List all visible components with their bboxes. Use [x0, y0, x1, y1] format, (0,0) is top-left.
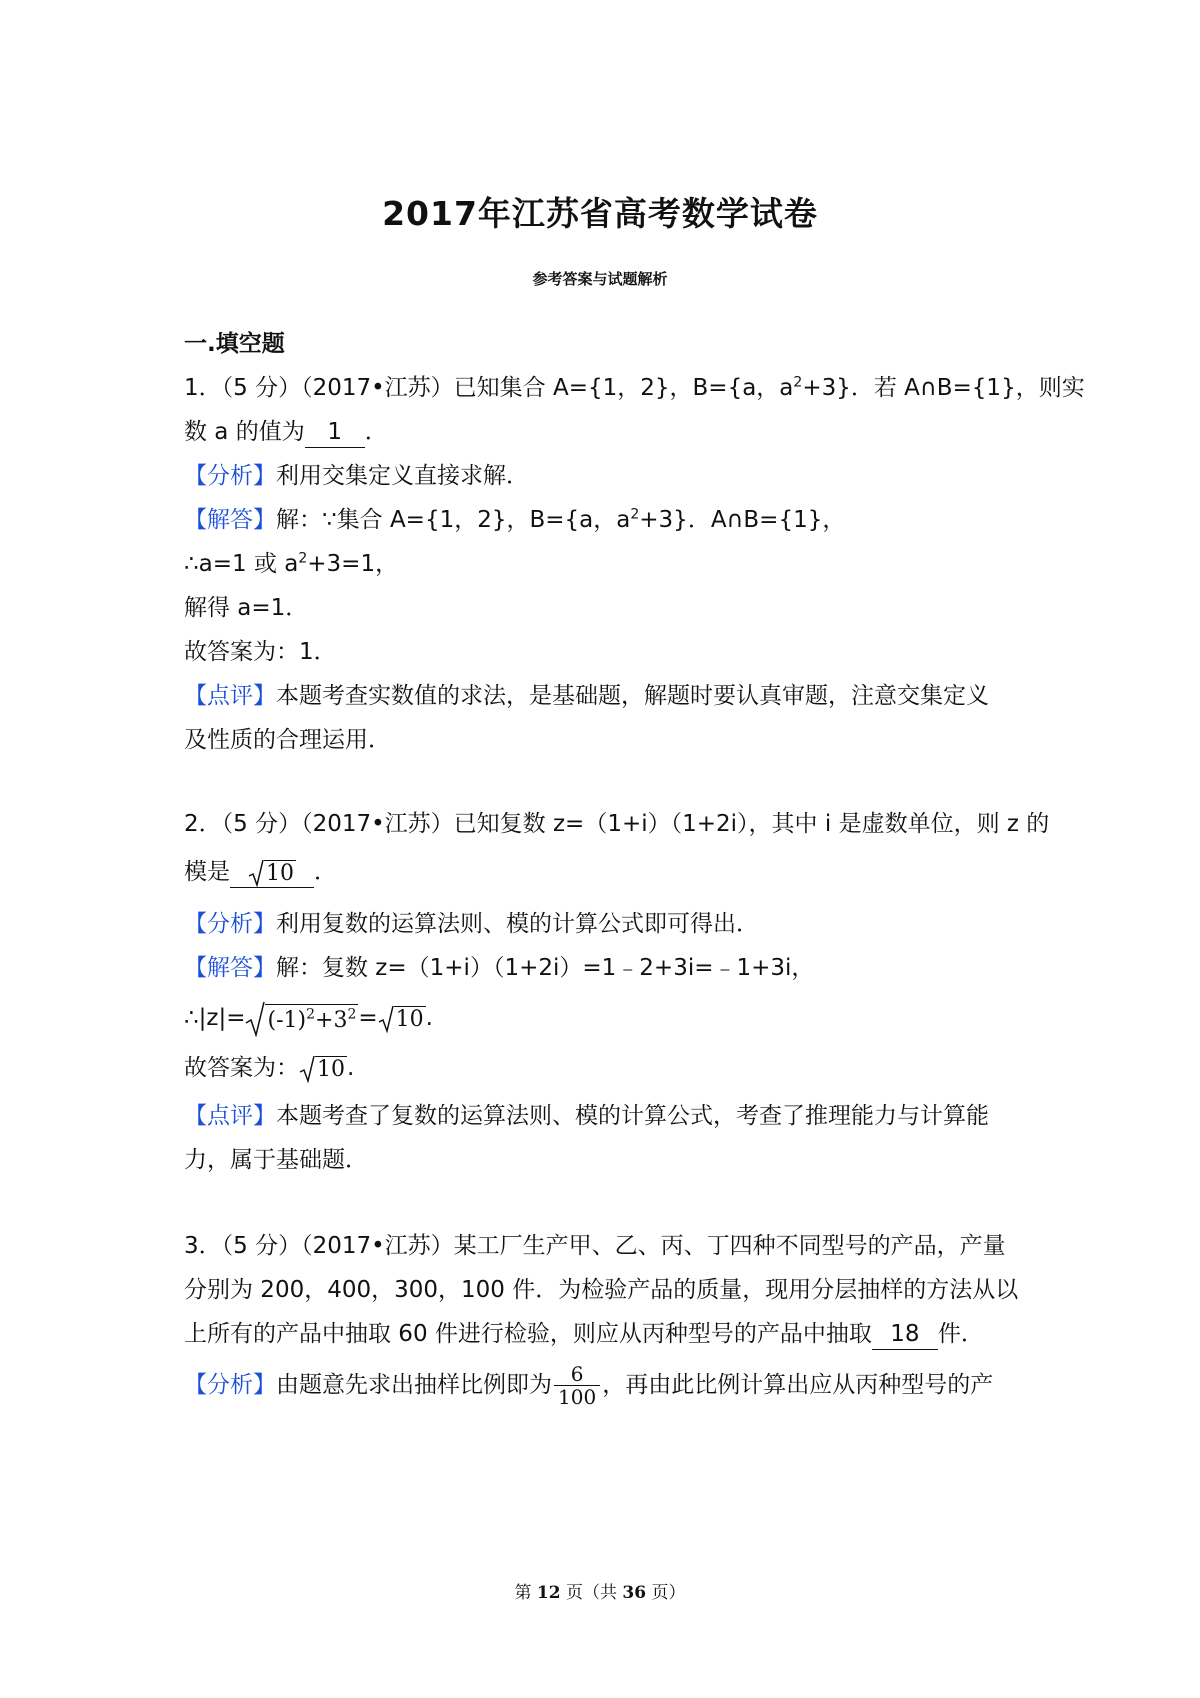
- q2-solution: 【解答】解：复数 z=（1+i）（1+2i）=1﹣2+3i=﹣1+3i，: [184, 955, 815, 981]
- q2-modulus: ∴|z|= $(-1)^2+3^2$ = 10 .: [184, 996, 433, 1040]
- section-heading: 一.填空题: [184, 331, 285, 357]
- q2-comment: 【点评】本题考查了复数的运算法则、模的计算公式，考查了推理能力与计算能: [184, 1103, 989, 1129]
- sqrt-expression: $(-1)^2+3^2$: [245, 1001, 358, 1037]
- q1-comment-cont: 及性质的合理运用．: [184, 727, 391, 753]
- analysis-label: 【分析】: [184, 1372, 276, 1398]
- radical-sign-icon: [299, 1055, 315, 1083]
- total-page-count: 36: [622, 1583, 647, 1603]
- sqrt-expression: 10: [378, 1005, 426, 1033]
- comment-label: 【点评】: [184, 1103, 276, 1129]
- analysis-label: 【分析】: [184, 911, 276, 937]
- q3-stem-line2: 分别为 200，400，300，100 件．为检验产品的质量，现用分层抽样的方法从以: [184, 1277, 1019, 1303]
- solution-label: 【解答】: [184, 507, 276, 533]
- page-footer: 第 12 页（共 36 页）: [514, 1583, 686, 1603]
- comment-label: 【点评】: [184, 683, 276, 709]
- q1-step1: ∴a=1 或 $a^2+3=1$，: [184, 550, 399, 577]
- q3-answer-blank: 18: [872, 1319, 938, 1350]
- q2-comment-cont: 力，属于基础题．: [184, 1147, 368, 1173]
- page-title: 2017年江苏省高考数学试卷: [382, 194, 818, 233]
- q2-stem-line2: 模是 10 ．: [184, 854, 337, 890]
- q2-analysis: 【分析】利用复数的运算法则、模的计算公式即可得出．: [184, 911, 759, 937]
- q3-analysis: 【分析】由题意先求出抽样比例即为 $\frac{6}{100}$ ，再由此比例计算出应从丙种型号的产: [184, 1362, 994, 1409]
- q1-step2: 解得 a=1．: [184, 595, 309, 621]
- sqrt-expression: 10: [248, 859, 296, 887]
- q1-stem-line2: 数 a 的值为 1 ．: [184, 414, 388, 450]
- q1-solution: 【解答】解：∵集合 A={1，2}，B={a，$a^2+3$}．A∩B={1}，: [184, 506, 846, 533]
- q1-stem-line1: 1．（5 分）（2017•江苏）已知集合 A={1，2}，B={a，$a^2+3$}．若 A∩B={1}，则实: [184, 374, 1085, 401]
- page-subtitle: 参考答案与试题解析: [532, 270, 668, 288]
- q3-stem-line1: 3．（5 分）（2017•江苏）某工厂生产甲、乙、丙、丁四种不同型号的产品，产量: [184, 1233, 1006, 1259]
- q1-answer-blank: 1: [305, 417, 365, 448]
- q2-final-answer: 故答案为： 10 .: [184, 1055, 355, 1082]
- radical-sign-icon: [378, 1005, 394, 1033]
- q1-final-answer: 故答案为：1．: [184, 639, 337, 665]
- q2-stem-line1: 2．（5 分）（2017•江苏）已知复数 z=（1+i）（1+2i），其中 i 是虚数单位，则 z 的: [184, 811, 1050, 837]
- analysis-label: 【分析】: [184, 463, 276, 489]
- radical-sign-icon: [248, 859, 264, 887]
- sqrt-expression: 10: [299, 1055, 347, 1083]
- fraction: $\frac{6}{100}$: [554, 1363, 600, 1408]
- solution-label: 【解答】: [184, 955, 276, 981]
- q1-comment: 【点评】本题考查实数值的求法，是基础题，解题时要认真审题，注意交集定义: [184, 683, 989, 709]
- current-page-number: 12: [536, 1583, 561, 1603]
- q1-analysis: 【分析】利用交集定义直接求解．: [184, 463, 529, 489]
- q3-stem-line3: 上所有的产品中抽取 60 件进行检验，则应从丙种型号的产品中抽取 18 件．: [184, 1316, 984, 1352]
- radical-sign-icon: [245, 1001, 265, 1037]
- q2-answer-blank: [230, 857, 314, 888]
